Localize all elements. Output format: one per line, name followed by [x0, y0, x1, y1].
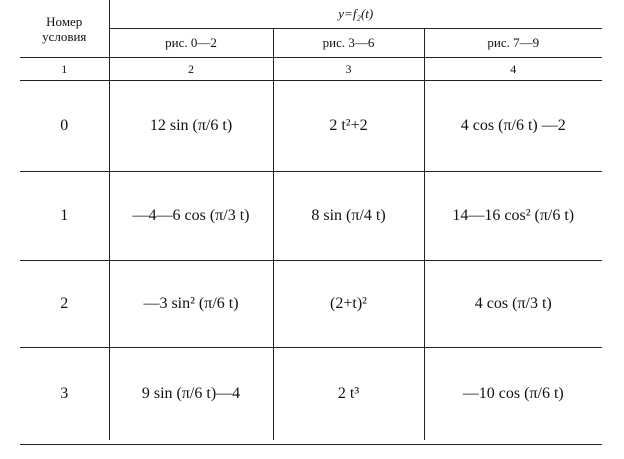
- figure-header-3: рис. 7—9: [424, 29, 602, 58]
- formula-cell: —3 sin² (π/6 t): [109, 261, 273, 348]
- formula-cell: 8 sin (π/4 t): [273, 172, 424, 261]
- table-row: [20, 261, 602, 348]
- formula-cell: 12 sin (π/6 t): [109, 81, 273, 172]
- figure-header-2: рис. 3—6: [273, 29, 424, 58]
- function-header: y=f₂(t): [109, 0, 602, 29]
- table-row: [20, 81, 602, 172]
- formula-cell: —4—6 cos (π/3 t): [109, 172, 273, 261]
- column-number-1: 1: [20, 58, 109, 81]
- condition-header: [20, 0, 109, 58]
- conditions-table: [20, 0, 602, 440]
- formula-cell: 4 cos (π/6 t) —2: [424, 81, 602, 172]
- condition-number: 3: [20, 348, 109, 441]
- condition-number: 0: [60, 117, 69, 134]
- condition-header-line2: условия: [42, 28, 87, 44]
- table-bottom-border: [20, 444, 602, 445]
- header-row-function: [20, 0, 602, 29]
- column-number-row: [20, 58, 602, 81]
- table-row: [20, 348, 602, 441]
- formula-cell: 4 cos (π/3 t): [424, 261, 602, 348]
- formula-cell: 14—16 cos² (π/6 t): [424, 172, 602, 261]
- column-number-2: 2: [109, 58, 273, 81]
- formula-cell: 9 sin (π/6 t)—4: [109, 348, 273, 441]
- formula-cell: —10 cos (π/6 t): [424, 348, 602, 441]
- formula-cell: 2 t²+2: [273, 81, 424, 172]
- column-number-4: 4: [424, 58, 602, 81]
- column-number-3: 3: [273, 58, 424, 81]
- condition-number: 1: [20, 172, 109, 261]
- condition-number: 2: [20, 261, 109, 348]
- condition-header-line1: Номер: [46, 13, 83, 29]
- formula-cell: 2 t³: [273, 348, 424, 441]
- formula-cell: (2+t)²: [273, 261, 424, 348]
- table-row: [20, 172, 602, 261]
- figure-header-1: рис. 0—2: [109, 29, 273, 58]
